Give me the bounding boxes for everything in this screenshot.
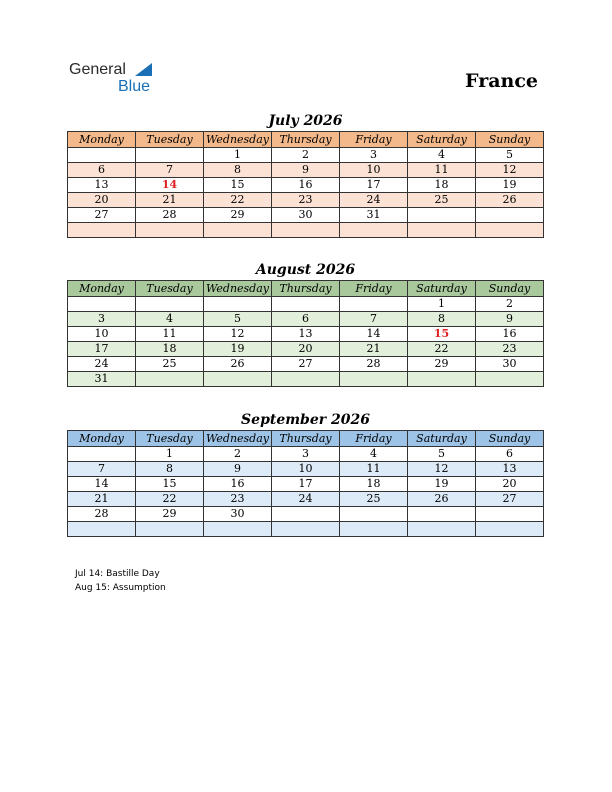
day-cell: 27 [68,208,136,223]
day-cell: 20 [476,477,544,492]
day-cell [272,223,340,238]
week-row [68,342,544,357]
day-cell: 9 [476,312,544,327]
weekday-header: Monday [68,132,136,148]
week-row [68,507,544,522]
day-cell: 15 [408,327,476,342]
day-cell: 29 [204,208,272,223]
logo-blue-text: Blue [118,78,151,95]
holiday-note: Jul 14: Bastille Day [75,569,160,579]
weekday-header: Wednesday [204,281,272,297]
logo-triangle-icon [135,63,152,76]
calendar-grid [67,430,544,537]
day-cell: 28 [340,357,408,372]
day-cell: 20 [272,342,340,357]
day-cell: 19 [408,477,476,492]
day-cell [340,223,408,238]
week-row [68,447,544,462]
calendar-grid [67,280,544,387]
day-cell [408,372,476,387]
weekday-header-row [68,281,544,297]
week-row [68,193,544,208]
week-row [68,522,544,537]
weekday-header: Wednesday [204,431,272,447]
day-cell [476,507,544,522]
day-cell: 21 [136,193,204,208]
month-title: September 2026 [241,412,370,428]
day-cell: 19 [476,178,544,193]
day-cell [68,148,136,163]
week-row [68,357,544,372]
day-cell: 11 [340,462,408,477]
day-cell: 10 [272,462,340,477]
day-cell [272,297,340,312]
weekday-header: Thursday [272,281,340,297]
day-cell: 6 [272,312,340,327]
day-cell: 16 [272,178,340,193]
day-cell: 18 [340,477,408,492]
weekday-header: Saturday [408,431,476,447]
day-cell: 23 [272,193,340,208]
day-cell [340,372,408,387]
day-cell: 23 [204,492,272,507]
weekday-header: Sunday [476,431,544,447]
day-cell: 7 [68,462,136,477]
day-cell: 17 [68,342,136,357]
day-cell [340,507,408,522]
day-cell: 29 [408,357,476,372]
week-row [68,208,544,223]
day-cell [476,372,544,387]
day-cell [136,297,204,312]
day-cell: 8 [136,462,204,477]
day-cell: 21 [340,342,408,357]
day-cell: 15 [204,178,272,193]
day-cell: 22 [408,342,476,357]
weekday-header: Sunday [476,132,544,148]
week-row [68,312,544,327]
day-cell: 2 [204,447,272,462]
day-cell: 12 [204,327,272,342]
weekday-header-row [68,132,544,148]
weekday-header: Sunday [476,281,544,297]
day-cell [340,297,408,312]
weekday-header: Saturday [408,281,476,297]
month-august [67,260,544,387]
day-cell: 8 [204,163,272,178]
day-cell: 4 [408,148,476,163]
day-cell: 4 [136,312,204,327]
day-cell: 27 [272,357,340,372]
week-row [68,492,544,507]
day-cell: 28 [68,507,136,522]
day-cell: 3 [272,447,340,462]
day-cell: 7 [136,163,204,178]
day-cell: 13 [272,327,340,342]
day-cell: 26 [476,193,544,208]
week-row [68,178,544,193]
day-cell: 4 [340,447,408,462]
day-cell: 30 [204,507,272,522]
calendar-grid [67,131,544,238]
weekday-header: Thursday [272,431,340,447]
day-cell: 16 [476,327,544,342]
weekday-header: Saturday [408,132,476,148]
day-cell [340,522,408,537]
day-cell [408,223,476,238]
month-july [67,111,544,238]
day-cell: 26 [204,357,272,372]
month-september [67,410,544,537]
day-cell [476,223,544,238]
weekday-header: Wednesday [204,132,272,148]
day-cell: 11 [136,327,204,342]
day-cell [136,148,204,163]
day-cell: 22 [204,193,272,208]
week-row [68,372,544,387]
week-row [68,477,544,492]
day-cell: 23 [476,342,544,357]
day-cell: 14 [136,178,204,193]
day-cell [272,522,340,537]
day-cell: 10 [68,327,136,342]
weekday-header: Thursday [272,132,340,148]
week-row [68,163,544,178]
day-cell [408,208,476,223]
day-cell: 31 [340,208,408,223]
weekday-header: Tuesday [136,431,204,447]
day-cell: 1 [136,447,204,462]
generalblue-logo [69,60,159,98]
day-cell: 13 [476,462,544,477]
day-cell [204,372,272,387]
day-cell: 2 [272,148,340,163]
weekday-header: Friday [340,281,408,297]
day-cell [68,522,136,537]
day-cell: 6 [68,163,136,178]
day-cell: 9 [272,163,340,178]
day-cell: 30 [476,357,544,372]
day-cell [476,208,544,223]
day-cell [408,522,476,537]
day-cell: 10 [340,163,408,178]
day-cell: 3 [340,148,408,163]
day-cell: 30 [272,208,340,223]
day-cell: 1 [204,148,272,163]
day-cell [272,507,340,522]
day-cell [204,297,272,312]
month-title: August 2026 [255,262,356,278]
day-cell: 16 [204,477,272,492]
month-title: July 2026 [268,113,343,129]
day-cell [136,522,204,537]
logo-general-text: General [69,61,126,78]
day-cell: 13 [68,178,136,193]
day-cell: 11 [408,163,476,178]
day-cell: 8 [408,312,476,327]
day-cell: 22 [136,492,204,507]
day-cell: 17 [340,178,408,193]
day-cell: 5 [204,312,272,327]
day-cell: 18 [136,342,204,357]
day-cell: 31 [68,372,136,387]
day-cell: 6 [476,447,544,462]
day-cell: 1 [408,297,476,312]
day-cell: 25 [408,193,476,208]
day-cell [204,522,272,537]
day-cell [476,522,544,537]
day-cell: 17 [272,477,340,492]
day-cell: 20 [68,193,136,208]
day-cell: 29 [136,507,204,522]
day-cell [68,447,136,462]
weekday-header: Monday [68,431,136,447]
day-cell [68,223,136,238]
day-cell: 24 [68,357,136,372]
day-cell: 12 [476,163,544,178]
week-row [68,297,544,312]
weekday-header: Monday [68,281,136,297]
day-cell: 25 [340,492,408,507]
day-cell [204,223,272,238]
day-cell: 5 [476,148,544,163]
day-cell: 25 [136,357,204,372]
week-row [68,223,544,238]
weekday-header: Tuesday [136,132,204,148]
day-cell: 14 [68,477,136,492]
day-cell: 24 [272,492,340,507]
week-row [68,148,544,163]
holiday-notes [75,567,166,595]
day-cell: 24 [340,193,408,208]
day-cell: 26 [408,492,476,507]
day-cell: 3 [68,312,136,327]
week-row [68,327,544,342]
weekday-header: Friday [340,431,408,447]
day-cell: 14 [340,327,408,342]
day-cell: 5 [408,447,476,462]
day-cell: 19 [204,342,272,357]
day-cell: 2 [476,297,544,312]
day-cell: 21 [68,492,136,507]
day-cell [272,372,340,387]
day-cell [136,372,204,387]
weekday-header-row [68,431,544,447]
country-title: France [465,70,538,92]
day-cell: 28 [136,208,204,223]
day-cell: 9 [204,462,272,477]
day-cell: 27 [476,492,544,507]
day-cell [136,223,204,238]
day-cell: 7 [340,312,408,327]
holiday-note: Aug 15: Assumption [75,583,166,593]
day-cell: 15 [136,477,204,492]
week-row [68,462,544,477]
weekday-header: Tuesday [136,281,204,297]
day-cell [68,297,136,312]
day-cell: 18 [408,178,476,193]
weekday-header: Friday [340,132,408,148]
day-cell [408,507,476,522]
day-cell: 12 [408,462,476,477]
